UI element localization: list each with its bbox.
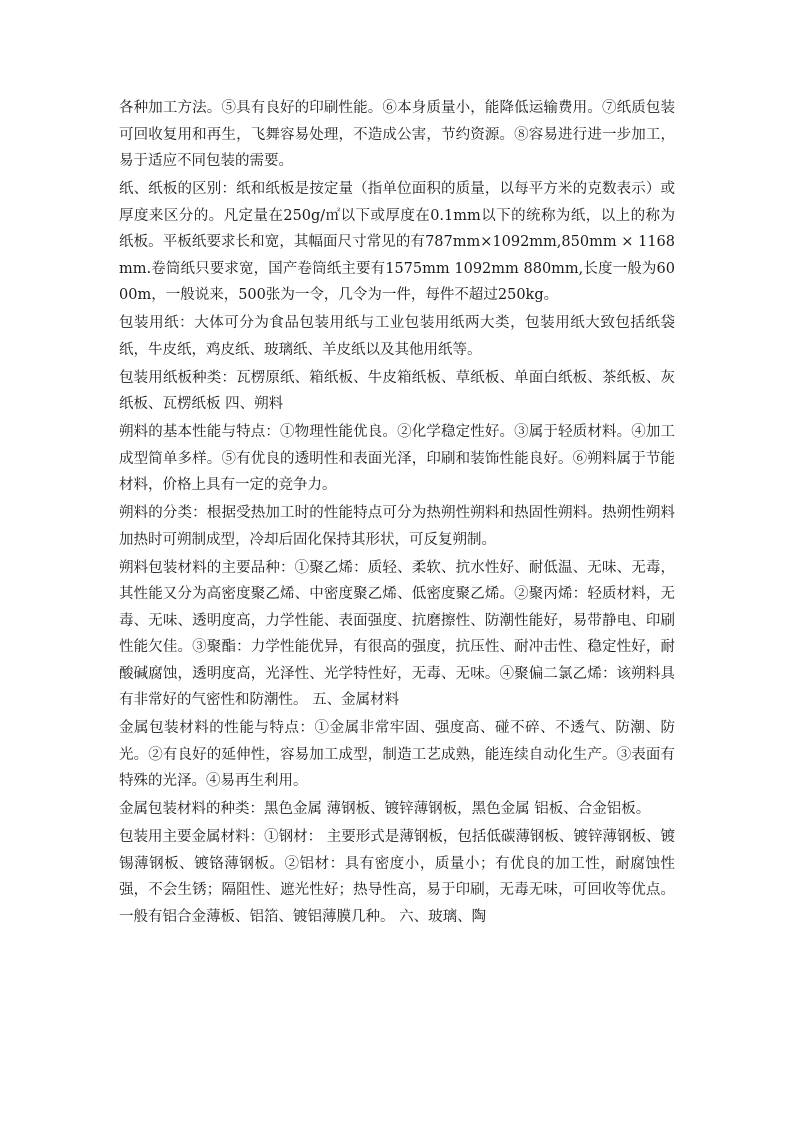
paragraph-plastic-properties: 朔料的基本性能与特点：①物理性能优良。②化学稳定性好。③属于轻质材料。④加工成型简单多样。⑤有优良的透明性和表面光泽，印刷和装饰性能良好。⑥朔料属于节能材料，价格上具有一定的竞争力。 xyxy=(119,424,675,493)
paragraph-metal-materials: 包装用主要金属材料：①钢材： 主要形式是薄钢板，包括低碳薄钢板、镀锌薄钢板、镀锡薄钢板、镀铬薄钢板。②铝材：具有密度小，质量小；有优良的加工性，耐腐蚀性强，不会生锈；隔阻性、遮光性好；热导性高，易于印刷，无毒无味，可回收等优点。一般有铝合金薄板、铝箔、镀铝薄膜几种。 六、玻璃、陶 xyxy=(119,829,675,925)
paragraph-metal-properties: 金属包装材料的性能与特点：①金属非常牢固、强度高、碰不碎、不透气、防潮、防光。②有良好的延伸性，容易加工成型，制造工艺成熟，能连续自动化生产。③表面有特殊的光泽。④易再生利用。 xyxy=(119,720,675,789)
paragraph-plastic-classification: 朔料的分类：根据受热加工时的性能特点可分为热朔性朔料和热固性朔料。热朔性朔料加热时可朔制成型，冷却后固化保持其形状，可反复朔制。 xyxy=(119,505,675,548)
paragraph-paperboard-types: 包装用纸板种类：瓦楞原纸、箱纸板、牛皮箱纸板、草纸板、单面白纸板、茶纸板、灰纸板、瓦楞纸板 四、朔料 xyxy=(119,369,675,412)
paragraph-paper-advantages: 各种加工方法。⑤具有良好的印刷性能。⑥本身质量小，能降低运输费用。⑦纸质包装可回收复用和再生，飞舞容易处理，不造成公害，节约资源。⑧容易进行进一步加工，易于适应不同包装的需要。 xyxy=(119,100,675,169)
paragraph-paper-board-difference: 纸、纸板的区别：纸和纸板是按定量（指单位面积的质量，以每平方米的克数表示）或厚度来区分的。凡定量在250g/㎡以下或厚度在0.1mm以下的统称为纸，以上的称为纸板。平板纸要求长和宽，其幅面尺寸常见的有787mm×1092mm,850mm × 1168mm.卷筒纸只要求宽，国产卷筒纸主要有1575mm 1092mm 880mm,长度一般为6000m，一般说来，500张为一令，几令为一件，每件不超过250kg。 xyxy=(119,181,675,303)
document-page xyxy=(119,95,675,932)
paragraph-plastic-varieties: 朔料包装材料的主要品种：①聚乙烯：质轻、柔软、抗水性好、耐低温、无味、无毒，其性能又分为高密度聚乙烯、中密度聚乙烯、低密度聚乙烯。②聚丙烯：轻质材料，无毒、无味、透明度高，力学性能、表面强度、抗磨擦性、防潮性能好，易带静电、印刷性能欠佳。③聚酯：力学性能优异，有很高的强度，抗压性、耐冲击性、稳定性好，耐酸碱腐蚀，透明度高，光泽性、光学特性好，无毒、无味。④聚偏二氯乙烯：该朔料具有非常好的气密性和防潮性。 五、金属材料 xyxy=(119,559,675,708)
paragraph-metal-types: 金属包装材料的种类：黑色金属 薄钢板、镀锌薄钢板，黑色金属 铝板、合金铝板。 xyxy=(119,801,651,817)
paragraph-packaging-paper: 包装用纸：大体可分为食品包装用纸与工业包装用纸两大类，包装用纸大致包括纸袋纸，牛皮纸，鸡皮纸、玻璃纸、羊皮纸以及其他用纸等。 xyxy=(119,315,675,358)
